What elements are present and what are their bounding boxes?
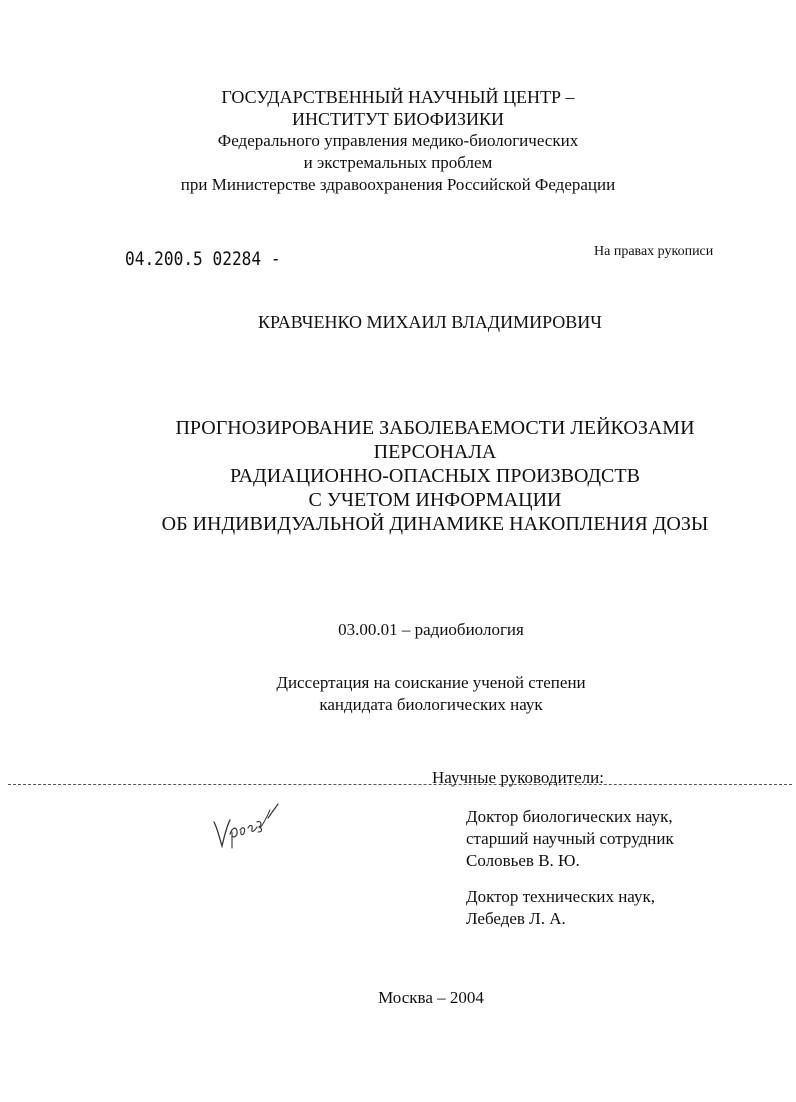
- header-line-2: ИНСТИТУТ БИОФИЗИКИ: [291, 109, 505, 129]
- supervisor-first-line-2: старший научный сотрудник: [466, 829, 674, 848]
- degree-line-1: Диссертация на соискание ученой степени: [276, 673, 586, 692]
- handwritten-signature: [210, 800, 290, 860]
- header-line-3: Федерального управления медико-биологических: [217, 131, 579, 150]
- institution-header: [0, 86, 796, 196]
- dashed-divider: [8, 784, 792, 785]
- supervisor-second-line-1: Доктор технических наук,: [466, 887, 655, 906]
- supervisor-first-line-1: Доктор биологических наук,: [466, 807, 673, 826]
- title-line-5: ОБ ИНДИВИДУАЛЬНОЙ ДИНАМИКЕ НАКОПЛЕНИЯ ДОЗЫ: [161, 513, 709, 535]
- header-line-5: при Министерстве здравоохранения Российской Федерации: [180, 175, 616, 194]
- supervisor-first: [466, 806, 674, 872]
- title-line-1: ПРОГНОЗИРОВАНИЕ ЗАБОЛЕВАЕМОСТИ ЛЕЙКОЗАМИ: [175, 417, 695, 439]
- dissertation-title: [0, 416, 796, 536]
- degree-statement: [0, 672, 796, 716]
- supervisor-second-line-2: Лебедев Л. А.: [466, 909, 566, 928]
- registration-number: 04.200.5 02284 -: [125, 248, 281, 270]
- supervisor-second: [466, 886, 655, 930]
- header-line-4: и экстремальных проблем: [303, 153, 493, 172]
- title-line-2: ПЕРСОНАЛА: [373, 441, 497, 463]
- supervisors-label: Научные руководители:: [432, 768, 604, 787]
- specialty-code: 03.00.01 – радиобиология: [338, 620, 524, 639]
- author-name: КРАВЧЕНКО МИХАИЛ ВЛАДИМИРОВИЧ: [257, 312, 603, 332]
- city-year: Москва – 2004: [378, 988, 484, 1007]
- title-line-4: С УЧЕТОМ ИНФОРМАЦИИ: [308, 489, 562, 511]
- rights-note: На правах рукописи: [594, 244, 714, 259]
- header-line-1: ГОСУДАРСТВЕННЫЙ НАУЧНЫЙ ЦЕНТР –: [221, 87, 575, 107]
- supervisor-first-line-3: Соловьев В. Ю.: [466, 851, 580, 870]
- title-line-3: РАДИАЦИОННО-ОПАСНЫХ ПРОИЗВОДСТВ: [230, 465, 640, 487]
- degree-line-2: кандидата биологических наук: [319, 695, 543, 714]
